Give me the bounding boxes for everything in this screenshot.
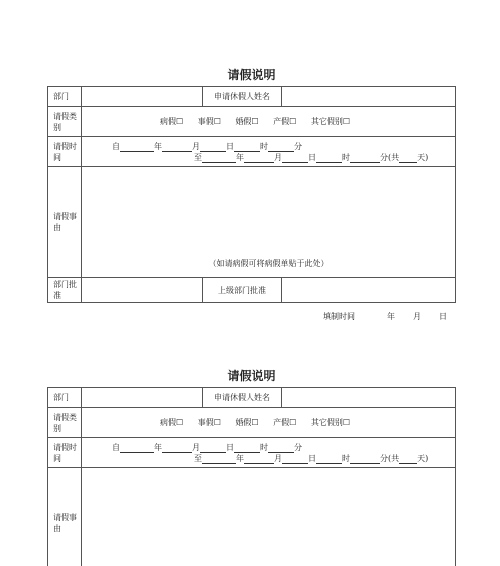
type-other-checkbox[interactable]: 其它假别☐ bbox=[310, 418, 351, 427]
superior-label: 上级部门批准 bbox=[203, 278, 282, 303]
type-label: 请假类别 bbox=[48, 107, 82, 137]
year-unit: 年 bbox=[154, 141, 162, 151]
type-options bbox=[82, 107, 456, 137]
reason-field[interactable] bbox=[82, 468, 456, 566]
year-unit: 年 bbox=[154, 442, 162, 452]
type-maternity-checkbox[interactable]: 产假☐ bbox=[273, 117, 297, 126]
leave-table bbox=[47, 387, 456, 566]
dept-field[interactable] bbox=[82, 87, 203, 107]
type-label: 请假类别 bbox=[48, 408, 82, 438]
days-unit: 天) bbox=[417, 453, 429, 463]
type-sick-checkbox[interactable]: 病假☐ bbox=[160, 418, 184, 427]
reason-note: （如请病假可将病假单贴于此处） bbox=[208, 259, 329, 268]
days-unit: 天) bbox=[417, 152, 429, 162]
form-title: 请假说明 bbox=[227, 369, 276, 383]
minute-unit: 分 bbox=[294, 442, 302, 452]
day-unit: 日 bbox=[308, 453, 316, 463]
applicant-field[interactable] bbox=[282, 87, 456, 107]
dept-label: 部门 bbox=[48, 87, 82, 107]
from-label: 自 bbox=[112, 442, 120, 452]
applicant-label: 申请休假人姓名 bbox=[203, 388, 282, 408]
time-label: 请假时间 bbox=[48, 137, 82, 167]
month-unit: 月 bbox=[192, 442, 200, 452]
to-label: 至 bbox=[194, 453, 202, 463]
approve-label: 部门批准 bbox=[48, 278, 82, 303]
year-unit: 年 bbox=[236, 152, 244, 162]
type-other-checkbox[interactable]: 其它假别☐ bbox=[310, 117, 351, 126]
fill-year: 年 bbox=[387, 312, 395, 321]
fill-time-label: 填制时间 bbox=[323, 312, 355, 321]
fill-month: 月 bbox=[413, 312, 421, 321]
applicant-field[interactable] bbox=[282, 388, 456, 408]
time-fields[interactable] bbox=[82, 438, 456, 468]
hour-unit: 时 bbox=[342, 453, 350, 463]
type-options bbox=[82, 408, 456, 438]
type-maternity-checkbox[interactable]: 产假☐ bbox=[273, 418, 297, 427]
type-marriage-checkbox[interactable]: 婚假☐ bbox=[235, 418, 259, 427]
dept-label: 部门 bbox=[48, 388, 82, 408]
type-personal-checkbox[interactable]: 事假☐ bbox=[197, 117, 221, 126]
dept-field[interactable] bbox=[82, 388, 203, 408]
leave-table bbox=[47, 86, 456, 303]
hour-unit: 时 bbox=[260, 141, 268, 151]
reason-label: 请假事由 bbox=[48, 167, 82, 278]
reason-label: 请假事由 bbox=[48, 468, 82, 566]
type-personal-checkbox[interactable]: 事假☐ bbox=[197, 418, 221, 427]
fill-time bbox=[323, 311, 447, 322]
minute-unit: 分(共 bbox=[380, 152, 400, 162]
day-unit: 日 bbox=[226, 141, 234, 151]
applicant-label: 申请休假人姓名 bbox=[203, 87, 282, 107]
year-unit: 年 bbox=[236, 453, 244, 463]
fill-day: 日 bbox=[439, 312, 447, 321]
type-sick-checkbox[interactable]: 病假☐ bbox=[160, 117, 184, 126]
hour-unit: 时 bbox=[260, 442, 268, 452]
to-label: 至 bbox=[194, 152, 202, 162]
month-unit: 月 bbox=[192, 141, 200, 151]
from-label: 自 bbox=[112, 141, 120, 151]
reason-field[interactable] bbox=[82, 167, 456, 278]
day-unit: 日 bbox=[308, 152, 316, 162]
approve-field[interactable] bbox=[82, 278, 203, 303]
type-marriage-checkbox[interactable]: 婚假☐ bbox=[235, 117, 259, 126]
month-unit: 月 bbox=[274, 152, 282, 162]
day-unit: 日 bbox=[226, 442, 234, 452]
month-unit: 月 bbox=[274, 453, 282, 463]
time-fields[interactable] bbox=[82, 137, 456, 167]
hour-unit: 时 bbox=[342, 152, 350, 162]
time-label: 请假时间 bbox=[48, 438, 82, 468]
minute-unit: 分 bbox=[294, 141, 302, 151]
superior-field[interactable] bbox=[282, 278, 456, 303]
form-title: 请假说明 bbox=[227, 68, 276, 82]
minute-unit: 分(共 bbox=[380, 453, 400, 463]
